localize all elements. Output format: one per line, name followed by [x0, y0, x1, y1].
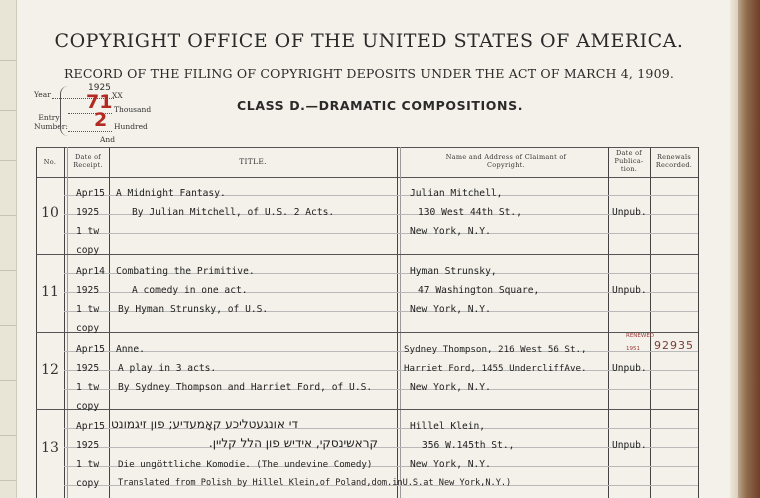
title-line: Die ungöttliche Komodie. (The undevine Comedy): [118, 459, 373, 470]
claimant-line: New York, N.Y.: [410, 459, 491, 470]
entry-number: 13: [41, 440, 59, 456]
title-line: Anne.: [116, 344, 145, 355]
claimant-line: Julian Mitchell,: [410, 188, 503, 199]
claimant-line: New York, N.Y.: [410, 304, 491, 315]
date-cell: copy: [76, 478, 100, 489]
ledger-table: [36, 147, 698, 498]
entry-number: 11: [41, 284, 59, 300]
claimant-line: Hyman Strunsky,: [410, 266, 497, 277]
claimant-line: Hillel Klein,: [410, 421, 486, 432]
claimant-line: 130 West 44th St.,: [418, 207, 522, 218]
claimant-line: New York, N.Y.: [410, 382, 491, 393]
page-subtitle: RECORD OF THE FILING OF COPYRIGHT DEPOSITS UNDER THE ACT OF MARCH 4, 1909.: [63, 66, 675, 81]
page-title: COPYRIGHT OFFICE OF THE UNITED STATES OF AMERICA.: [54, 30, 684, 52]
entry-brace: [60, 86, 71, 136]
entry-number-label: Entry Number:: [34, 113, 68, 131]
renewal-stamp-year: 1951: [626, 346, 640, 352]
col-header-claimant: Name and Address of Claimant of Copyright.: [445, 153, 567, 169]
col-header-date: Date of Receipt.: [73, 153, 103, 169]
date-cell: 1925: [76, 363, 100, 374]
title-line: Translated from Polish by Hillel Klein,of Poland,dom.inU.S.at New York,N.Y.): [118, 478, 512, 488]
hundred-value: 2: [94, 109, 108, 131]
title-line: A play in 3 acts.: [118, 363, 217, 374]
title-hebrew-line: קראשינסקי, אידיש פון הלל קליין.: [208, 436, 378, 450]
date-cell: Apr15: [76, 421, 105, 432]
entry-number: 10: [41, 205, 59, 221]
publication-cell: Unpub.: [612, 285, 647, 296]
col-header-no: No.: [43, 158, 57, 166]
year-label: Year: [34, 90, 51, 99]
title-hebrew-line: די אונגעטליכע קאָמעדיע; פון זיגמונט: [111, 417, 298, 431]
title-line: By Sydney Thompson and Harriet Ford, of U.S.: [118, 382, 373, 393]
and-label: And: [100, 135, 116, 144]
date-cell: 1 tw: [76, 382, 100, 393]
date-cell: 1 tw: [76, 459, 100, 470]
claimant-line: Harriet Ford, 1455 UndercliffAve.: [404, 363, 587, 374]
title-line: By Hyman Strunsky, of U.S.: [118, 304, 269, 315]
year-suffix: XX: [112, 91, 123, 100]
publication-cell: Unpub.: [612, 207, 647, 218]
claimant-line: 356 W.145th St.,: [422, 440, 515, 451]
claimant-line: New York, N.Y.: [410, 226, 491, 237]
date-cell: copy: [76, 323, 100, 334]
year-value: 1925: [88, 83, 111, 93]
date-cell: Apr15: [76, 344, 105, 355]
claimant-line: Sydney Thompson, 216 West 56 St.,: [404, 344, 587, 355]
thousand-label: Thousand: [114, 105, 152, 114]
col-header-publication: Date of Publica-tion.: [614, 149, 644, 173]
title-line: Combating the Primitive.: [116, 266, 255, 277]
book-binding: [738, 0, 760, 498]
col-header-renewals: Renewals Recorded.: [655, 153, 693, 169]
publication-cell: Unpub.: [612, 440, 647, 451]
claimant-line: 47 Washington Square,: [418, 285, 540, 296]
thousand-value: 71: [86, 91, 113, 113]
renewal-number: 92935: [654, 339, 694, 352]
date-cell: 1925: [76, 207, 100, 218]
date-cell: copy: [76, 245, 100, 256]
date-cell: 1 tw: [76, 304, 100, 315]
date-cell: Apr15: [76, 188, 105, 199]
date-cell: 1925: [76, 285, 100, 296]
col-header-title: TITLE.: [239, 157, 267, 166]
title-line: A comedy in one act.: [132, 285, 248, 296]
entry-number: 12: [41, 362, 59, 378]
title-line: By Julian Mitchell, of U.S. 2 Acts.: [132, 207, 335, 218]
renewal-stamp: RENEWED: [626, 333, 655, 339]
date-cell: 1925: [76, 440, 100, 451]
hundred-label: Hundred: [114, 122, 148, 131]
date-cell: 1 tw: [76, 226, 100, 237]
date-cell: copy: [76, 401, 100, 412]
date-cell: Apr14: [76, 266, 105, 277]
title-line: A Midnight Fantasy.: [116, 188, 226, 199]
publication-cell: Unpub.: [612, 363, 647, 374]
class-heading: CLASS D.—DRAMATIC COMPOSITIONS.: [237, 98, 524, 113]
